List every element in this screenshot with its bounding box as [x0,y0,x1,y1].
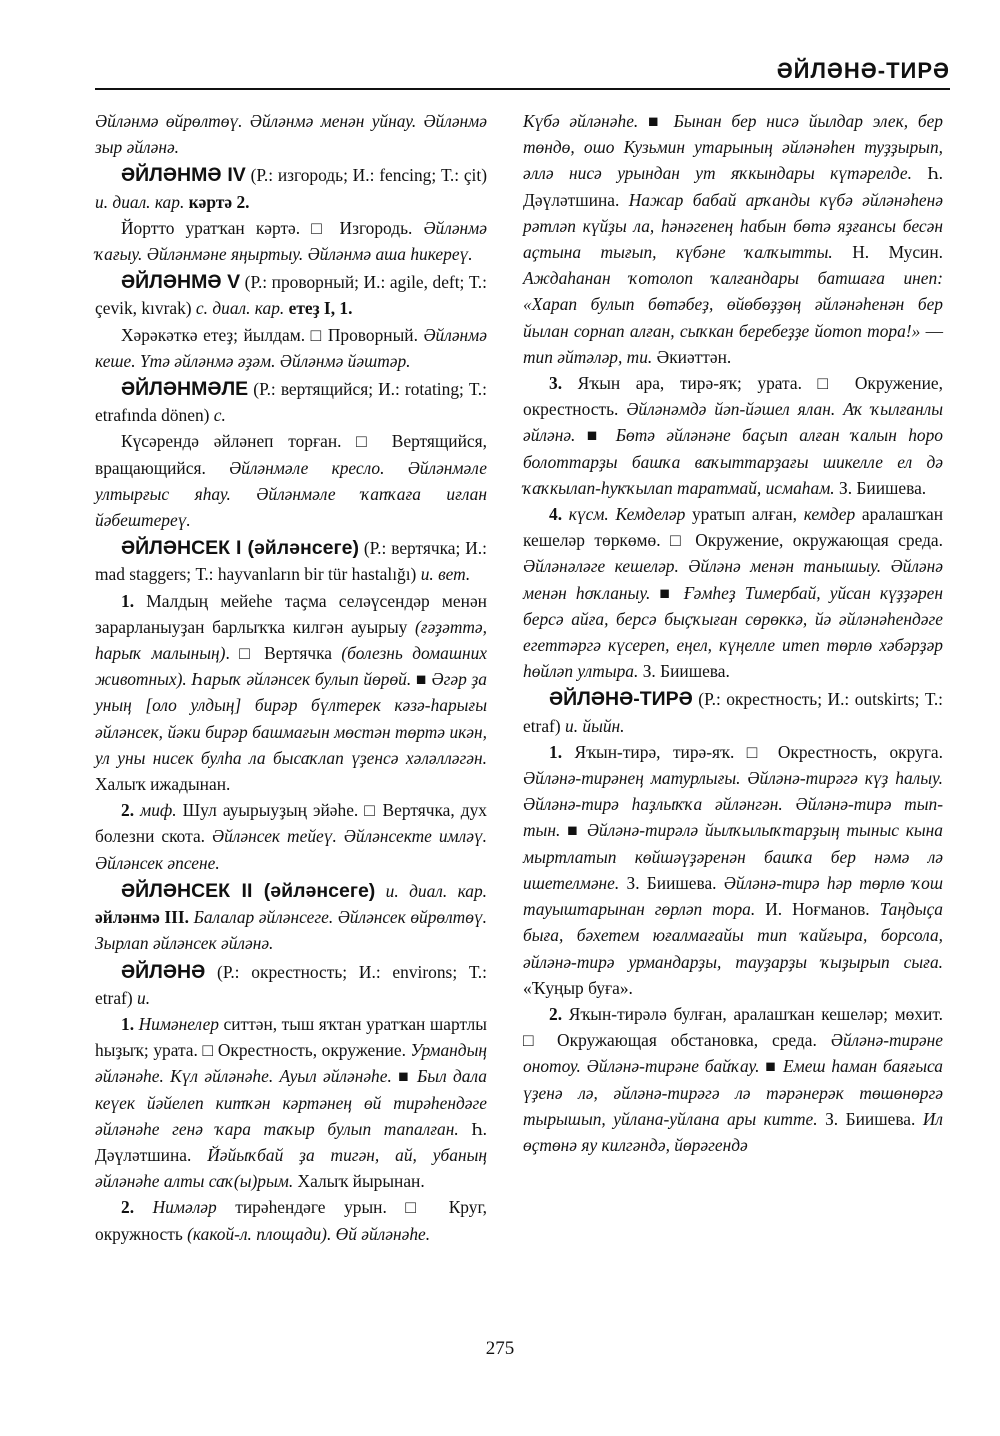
dictionary-entry: ӘЙЛӘНМӘ V (Р.: проворный; И.: agile, deft; Т.: çevik, kıvrak) с. диал. кар. етеҙ I, 1. [95,271,487,319]
dictionary-paragraph: 2. миф. Шул ауырыуҙың эйәһе. □ Вертячка, дух болезни скота. Әйләнсек тейеү. Әйләнсекте имләү. Әйләнсек әпсене. [95,800,487,873]
left-column [95,108,487,1247]
dictionary-paragraph: 2. Яҡын-тирәлә булған, аралашҡан кешеләр; мөхит. □ Окружающая обстановка, среда. Әйләнә-тирәне онотоу. Әйләнә-тирәне байҡау. ■ Емеш һаман баяғыса үҙенә лә, әйләнә-тирәгә лә тәрәнерәк төшөнөргә тырышып, уйлана-уйлана ары китте. З. Биишева. Ил өҫтөнә яу килгәндә, йөрәгендә [523,1003,943,1155]
dictionary-paragraph: Хәрәкәткә етеҙ; йылдам. □ Проворный. Әйләнмә кеше. Үтә әйләнмә әҙәм. Әйләнмә йәштәр. [95,324,487,371]
right-column [523,108,943,1158]
dictionary-paragraph: 1. Яҡын-тирә, тирә-яҡ. □ Окрестность, округа. Әйләнә-тирәнең матурлығы. Әйләнә-тирәгә күҙ һалыу. Әйләнә-тирә һаҙлыҡҡа әйләнгән. Әйләнә-тирә тып-тын. ■ Әйләнә-тирәлә йылҡылыҡтарҙың тыныс кына мыртлатып көйшәүҙәренән башҡа бер нәмә лә ишетелмәне. З. Биишева. Әйләнә-тирә һәр төрлө ҡош тауыштарынан гөрләп тора. И. Ноғманов. Таңдыҫа быға, бәхетем юғалмағайы тип ҡайғыра, борсола, әйләнә-тирә урмандарҙы, тауҙарҙы ҡыҙырып сыға. «Ҡуңыр буға». [523,741,943,998]
dictionary-entry: ӘЙЛӘНМӘ IV (Р.: изгородь; И.: fencing; Т.: çit) и. диал. кар. кәртә 2. [95,164,487,212]
dictionary-entry: ӘЙЛӘНӘ (Р.: окрестность; И.: environs; Т.: etraf) и. [95,960,487,1008]
dictionary-entry: ӘЙЛӘНМӘЛЕ (Р.: вертящийся; И.: rotating; Т.: etrafında dönen) с. [95,378,487,426]
dictionary-paragraph: Күбә әйләнәһе. ■ Бынан бер нисә йылдар элек, бер төндө, ошо Кузьмин утарының әйләнәһен туҙҙырып, әллә нисә урындан ут яҡкындары күтәрелде. Һ. Дәүләтшина. Нажар бабай арҡанды күбә әйләнәһенә рәтләп күйҙы ла, һәнәгенең һабын бөтә яҙғансы бесән аҫтына тығып, күбәне ҡалҡытты. Н. Мусин. Аждаһанан ҡотолоп ҡалғандары батшаға инеп: «Харап булып бөтәбеҙ, өйөбөҙҙөң әйләнәһенән бер йылан сорнап алған, сыҡкан беребеҙҙе йотоп тора!» — тип әйтәләр, ти. Әкиәттән. [523,111,944,367]
dictionary-paragraph: Күсәрендә әйләнеп торған. □ Вертящийся, вращающийся. Әйләнмәле кресло. Әйләнмәле ултырғыс яһау. Әйләнмәле ҡапҡаға иғлан йәбештереү. [95,431,487,531]
running-head: ӘЙЛӘНӘ-ТИРӘ [776,58,950,83]
dictionary-paragraph: 1. Малдың мейеһе таҫма селәүсендәр менән зарарланыуҙан барлыҡҡа килгән ауырыу (ғәҙәттә, һарыҡ малының). □ Вертячка (болезнь домашних животных). Һарыҡ әйләнсек булып йөрөй. ■ Әгәр ҙа уның [оло улдың] бирәр бүлтерек кәзә-һарығы әйләнсек, йәки бирәр башмағын мөстән төртә икән, ул уны нисек булһа ла бысаҡлап үҙенсә хәләлләгән. Халыҡ ижадынан. [95,590,487,795]
dictionary-paragraph: Йортто уратҡан кәртә. □ Изгородь. Әйләнмә ҡағыу. Әйләнмәне яңыртыу. Әйләнмә аша һикереү. [95,217,487,265]
dictionary-paragraph: 2. Нимәләр тирәһендәге урын. □ Круг, окружность (какой-л. площади). Өй әйләнәһе. [95,1197,487,1244]
dictionary-entry: ӘЙЛӘНСЕК II (әйләнсеге) и. диал. кар. әйләнмә III. Балалар әйләнсеге. Әйләнсек өйрөлтөү. Зырлап әйләнсек әйләнә. [95,879,488,954]
page-number: 275 [485,1338,515,1359]
dictionary-entry: ӘЙЛӘНӘ-ТИРӘ (Р.: окрестность; И.: outskirts; Т.: etraf) и. йыйн. [523,688,943,736]
dictionary-paragraph: 1. Нимәнелер ситтән, тыш яҡтан уратҡан шартлы һыҙыҡ; урата. □ Окрестность, окружение. Урмандың әйләнәһе. Күл әйләнәһе. Ауыл әйләнәһе. ■ Был дала кеүек йәйелеп китҡән кәртәнең өй тирәһендәге әйләнәһе генә ҡара таҡыр булып тапалған. Һ. Дәүләтшина. Йәйыҡбай ҙа тигән, ай, убаның әйләнәһе алты саҡ(ы)рым. Халыҡ йырынан. [95,1013,487,1192]
dictionary-paragraph: Әйләнмә өйрөлтөү. Әйләнмә менән уйнау. Әйләнмә зыр әйләнә. [95,111,487,158]
header-rule [95,88,950,90]
dictionary-entry: ӘЙЛӘНСЕК I (әйләнсеге) (Р.: вертячка; И.: mad staggers; Т.: hayvanların bir tür hastalığı) и. вет. [95,537,487,585]
dictionary-paragraph: 3. Яҡын ара, тирә-яҡ; урата. □ Окружение, окрестность. Әйләнәмдә йәп-йәшел ялан. Аҡ ҡылғанлы әйләнә. ■ Бөтә әйләнәне баҫып алған ҡалын һоро болоттарҙы башҡа ваҡыттарҙағы шикелле ел дә ҡаҡкылап-һуҡҡылап таратмай, исмаһам. З. Биишева. [523,373,943,498]
dictionary-paragraph: 4. күсм. Кемделәр уратып алған, кемдер аралашҡан кешеләр төркөмө. □ Окружение, окружающая среда. Әйләнәләге кешеләр. Әйләнә менән танышыу. Әйләнә менән һоҡланыу. ■ Ғәмһеҙ Тимербай, уйсан күҙҙәрен берсә айға, берсә быҫҡыған сөрөккә, йә әйләнәһендәге егеттәргә күсереп, еңел, күңелле итеп төрлө хәбәрҙәр һөйләп ултыра. З. Биишева. [523,504,943,682]
